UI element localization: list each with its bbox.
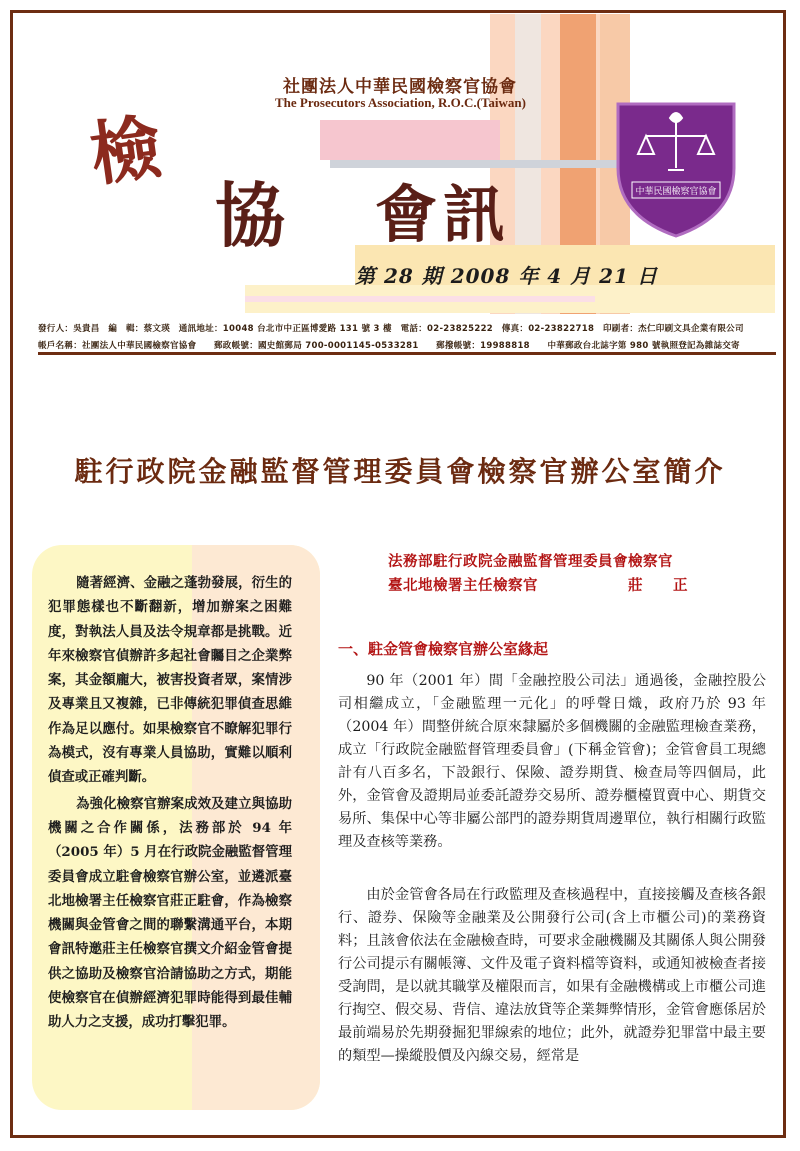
issue-date: 第 28 期 2008 年 4 月 21 日 xyxy=(355,264,658,288)
association-emblem xyxy=(612,98,740,238)
org-name-zh: 社團法人中華民國檢察官協會 xyxy=(283,77,517,97)
body-paragraph: 90 年（2001 年）間「金融控股公司法」通過後，金融控股公司相繼成立，「金融監理一元化」的呼聲日熾，政府乃於 93 年（2004 年）間整併統合原來隸屬於多個機關的金融監理檢查業務，成立「行政院金融監督管理委員會」(下稱金管會)；金管會員工現總計有八百多名，下設銀行、保險、證券期貨、檢查局等四個局，此外，金管會及證期局並委託證券交易所、證券櫃檯買賣中心、期貨交易所、集保中心等非屬公部門的證券期貨周邊單位，執行相關行政監理及查核等業務。 xyxy=(338,673,766,850)
intro-sidebar xyxy=(32,545,320,1110)
sidebar-paragraph: 為強化檢察官辦案成效及建立與協助機關之合作關係，法務部於 94 年（2005 年）5 月在行政院金融監督管理委員會成立駐會檢察官辦公室，並遴派臺北地檢署主任檢察官莊正駐會，作為檢察機關與金管會之間的聯繫溝通平台，本期會訊特邀莊主任檢察官撰文介紹金管會提供之協助及檢察官洽請協助之方式，期能使檢察官在偵辦經濟犯罪時能得到最佳輔助人力之支援，成功打擊犯罪。 xyxy=(48,795,292,1031)
article-title: 駐行政院金融監督管理委員會檢察官辦公室簡介 xyxy=(74,455,726,488)
body-paragraph: 由於金管會各局在行政監理及查核過程中，直接接觸及查核各銀行、證券、保險等金融業及公開發行公司(含上市櫃公司)的業務資料；且該會依法在金融檢查時，可要求金融機關及其關係人與公開發行公司提示有關帳簿、文件及電子資料檔等資料，或通知被檢查者接受詢問，是以就其職掌及權限而言，如果有金融機構或上市櫃公司進行掏空、假交易、背信、違法放貸等企業舞弊情形，金管會應係居於最前端易於先期發掘犯罪線索的地位；此外，就證券犯罪當中最主要的類型—操縱股價及內線交易，經常是 xyxy=(338,887,766,1064)
masthead-char-xie: 協 xyxy=(215,174,285,257)
emblem-label: 中華民國檢察官協會 xyxy=(635,187,717,197)
publisher-info: 發行人：吳貴昌 編 輯：蔡文瑛 通訊地址：10048 台北市中正區博愛路 131 號 3 樓 電話：02-23825222 傳真：02-23822718 印刷者：杰仁印刷文具企業有限公司 xyxy=(38,324,744,334)
header-rule xyxy=(38,352,776,355)
author-name: 臺北地檢署主任檢察官 莊 正 xyxy=(388,577,688,594)
sidebar-paragraph: 隨著經濟、金融之蓬勃發展，衍生的犯罪態樣也不斷翻新，增加辦案之困難度，對執法人員及法令規章都是挑戰。近年來檢察官偵辦許多起社會矚目之企業弊案，其金額龐大，被害投資者眾，案情涉及專業且又複雜，已非傳統犯罪偵查思維作為足以應付。如果檢察官不瞭解犯罪行為模式，沒有專業人員協助，實難以順利偵查或正確判斷。 xyxy=(48,575,292,786)
author-title: 法務部駐行政院金融監督管理委員會檢察官 xyxy=(388,553,673,570)
section-heading: 一、駐金管會檢察官辦公室緣起 xyxy=(338,640,549,658)
masthead-char-jian: 檢 xyxy=(85,104,167,197)
account-info: 帳戶名稱：社團法人中華民國檢察官協會 郵政帳號：國史館郵局 700-0001145-0533281 郵撥帳號：19988818 中華郵政台北誌字第 980 號執照登記為雜誌交寄 xyxy=(38,341,740,351)
masthead-huixun: 會訊 xyxy=(375,178,512,251)
org-name-en: The Prosecutors Association, R.O.C.(Taiwan) xyxy=(275,95,526,110)
